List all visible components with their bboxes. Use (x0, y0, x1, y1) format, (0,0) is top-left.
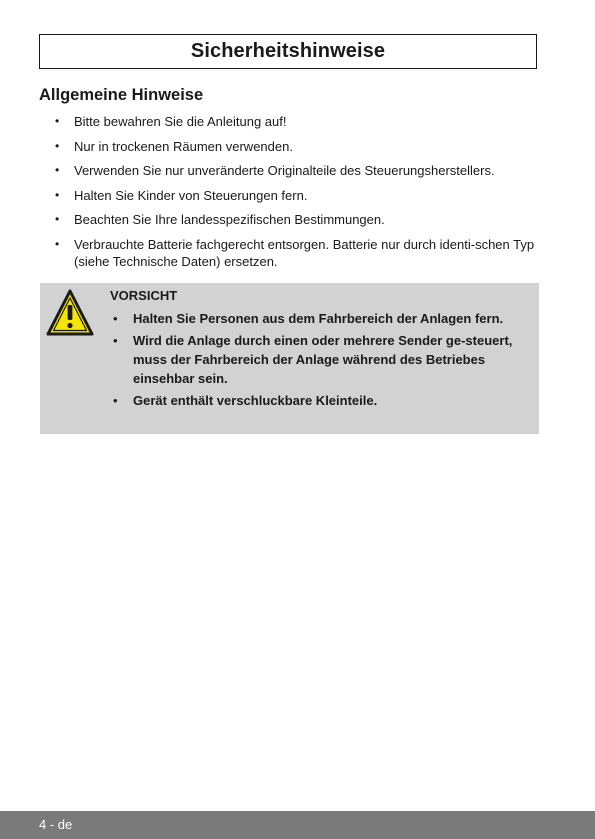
section-heading: Allgemeine Hinweise (39, 86, 204, 104)
list-item: • Beachten Sie Ihre landesspezifischen Bestimmungen. (39, 211, 544, 228)
list-item: • Wird die Anlage durch einen oder mehrere Sender ge-steuert, muss der Fahrbereich der Anlage während des Betriebes einsehbar sein. (110, 331, 522, 388)
title-box (39, 34, 537, 69)
list-item: • Verbrauchte Batterie fachgerecht entsorgen. Batterie nur durch identi-schen Typ (siehe Technische Daten) ersetzen. (39, 236, 544, 270)
page-number: 4 - de (39, 817, 73, 832)
general-notes-list (39, 113, 544, 277)
page-title: Sicherheitshinweise (190, 40, 386, 62)
caution-box (40, 283, 539, 434)
page-footer (0, 811, 595, 839)
list-item: • Halten Sie Kinder von Steuerungen fern. (39, 187, 544, 204)
list-item: • Bitte bewahren Sie die Anleitung auf! (39, 113, 544, 130)
list-item: • Gerät enthält verschluckbare Kleinteile. (110, 391, 522, 410)
caution-list (110, 309, 522, 413)
caution-heading: VORSICHT (110, 288, 178, 303)
list-item: • Verwenden Sie nur unveränderte Originalteile des Steuerungsherstellers. (39, 162, 544, 179)
list-item: • Nur in trockenen Räumen verwenden. (39, 138, 544, 155)
warning-triangle-icon (45, 288, 95, 338)
list-item: • Halten Sie Personen aus dem Fahrbereich der Anlagen fern. (110, 309, 522, 328)
